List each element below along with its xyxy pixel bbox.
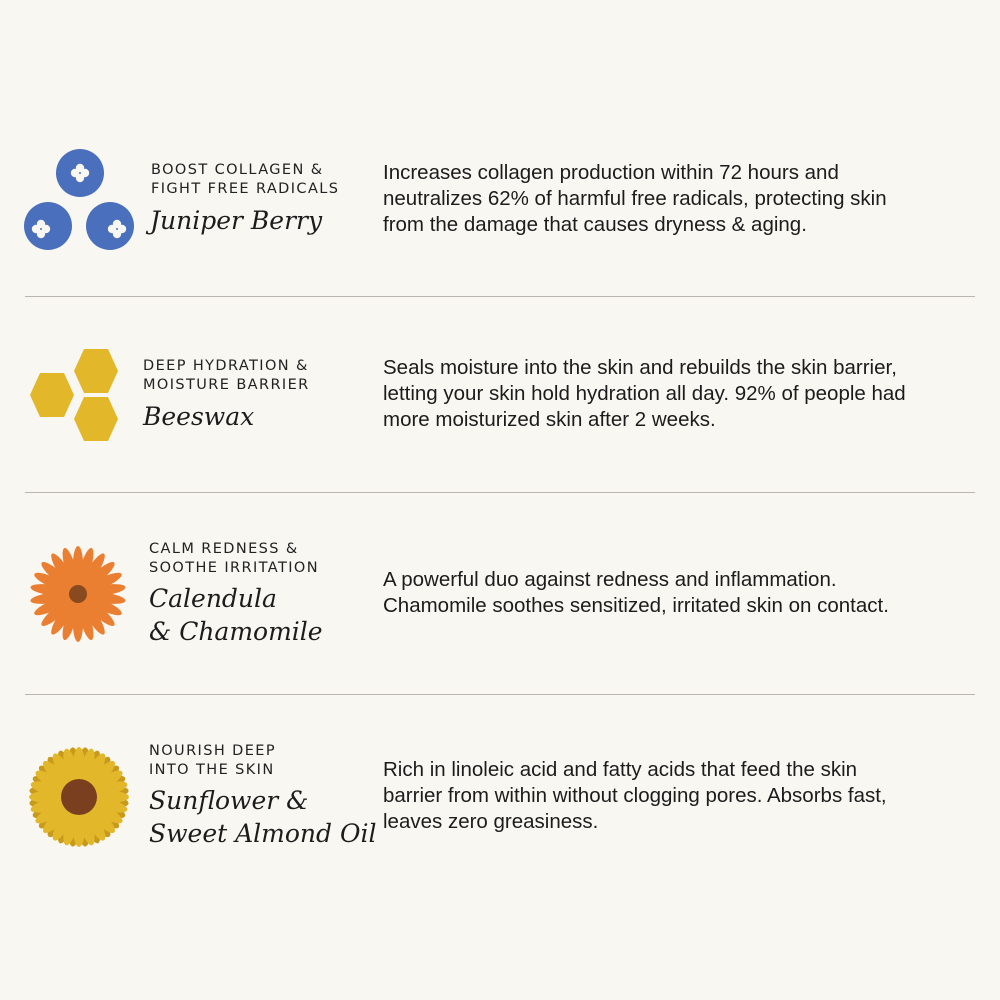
benefit-label: BOOST COLLAGEN & FIGHT FREE RADICALS	[151, 162, 340, 197]
ingredient-name: Sunflower & Sweet Almond Oil	[149, 786, 377, 848]
row-divider	[25, 492, 975, 493]
row-divider	[25, 296, 975, 297]
ingredient-description: Increases collagen production within 72 hours and neutralizes 62% of harmful free radicals, protecting skin from the damage that causes dryness & aging.	[383, 161, 887, 236]
sunflower-icon	[26, 744, 132, 850]
berries-icon	[24, 148, 136, 252]
row-divider	[25, 694, 975, 695]
ingredient-name: Calendula & Chamomile	[149, 584, 323, 646]
ingredient-description: Seals moisture into the skin and rebuilds the skin barrier, letting your skin hold hydration all day. 92% of people had more moisturized skin after 2 weeks.	[383, 356, 906, 431]
benefit-label: CALM REDNESS & SOOTHE IRRITATION	[149, 541, 319, 576]
ingredient-description: Rich in linoleic acid and fatty acids that feed the skin barrier from within without clogging pores. Absorbs fast, leaves zero greasiness.	[383, 758, 887, 833]
ingredient-description: A powerful duo against redness and inflammation. Chamomile soothes sensitized, irritated skin on contact.	[383, 568, 889, 617]
ingredient-name: Beeswax	[143, 402, 255, 431]
benefit-label: NOURISH DEEP INTO THE SKIN	[149, 743, 276, 778]
honeycomb-icon	[28, 347, 124, 443]
calendula-flower-icon	[26, 542, 130, 646]
ingredient-name: Juniper Berry	[150, 206, 323, 235]
benefit-label: DEEP HYDRATION & MOISTURE BARRIER	[143, 358, 310, 393]
